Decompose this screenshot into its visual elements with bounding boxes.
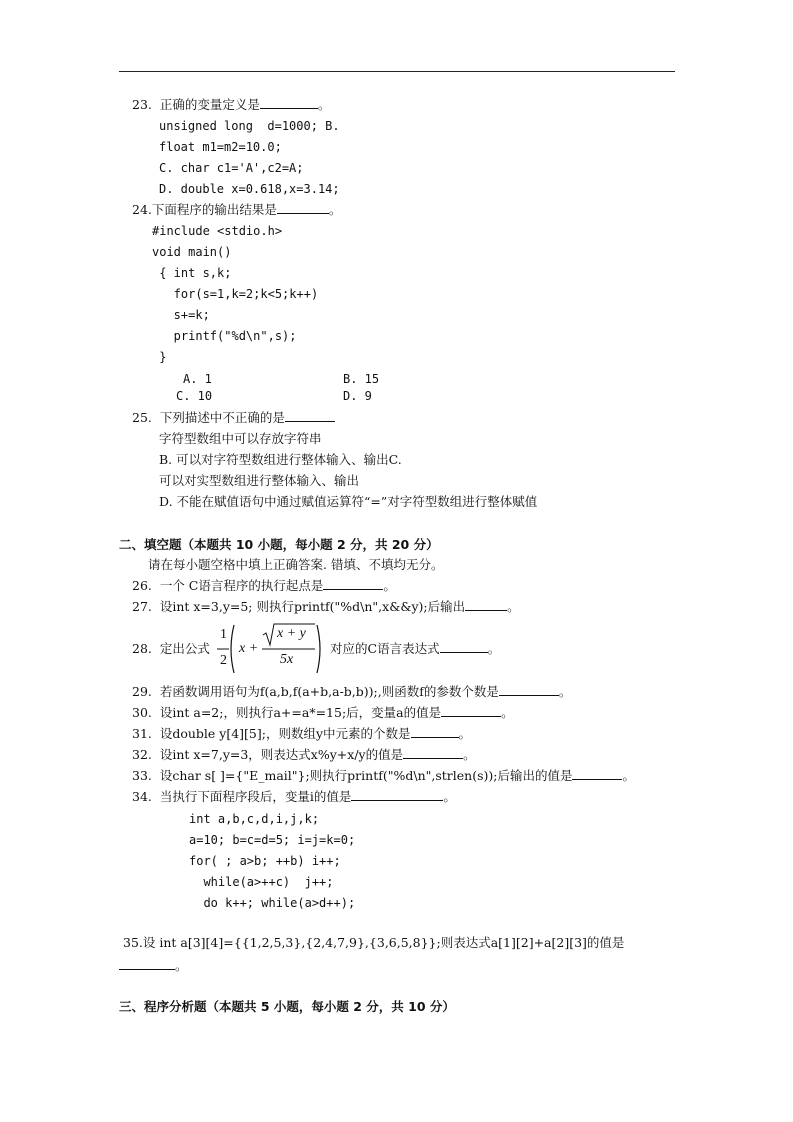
q34-code-line: a=10; b=c=d=5; i=j=k=0; xyxy=(189,833,356,847)
q24-code-line: printf("%d\n",s); xyxy=(152,329,297,343)
q23-option-c: C. char c1='A',c2=A; xyxy=(159,161,304,175)
q29: 29. 若函数调用语句为f(a,b,f(a+b,a-b,b));,则函数f的参数个数是 。 xyxy=(132,684,572,699)
q34-code-line: while(a>++c) j++; xyxy=(189,875,334,889)
q24-option-d: D. 9 xyxy=(343,389,372,403)
q31: 31. 设double y[4][5];，则数组y中元素的个数是 。 xyxy=(132,726,472,741)
q25-option-d: D. 不能在赋值语句中通过赋值运算符“=”对字符型数组进行整体赋值 xyxy=(159,494,538,509)
formula-frac-num: 1 xyxy=(220,627,227,642)
q23-option-a2: float m1=m2=10.0; xyxy=(159,140,282,154)
q24-code-line: #include <stdio.h> xyxy=(152,224,283,238)
q34-code-line: int a,b,c,d,i,j,k; xyxy=(189,812,320,826)
q27: 27. 设int x=3,y=5; 则执行printf("%d\n",x&&y);后输出 。 xyxy=(132,599,520,614)
q34-blank xyxy=(351,789,443,801)
q34-code-line: do k++; while(a>d++); xyxy=(189,896,356,910)
q28-formula xyxy=(217,621,325,677)
q29-blank xyxy=(499,684,559,696)
q28-prefix: 28. 定出公式 xyxy=(132,641,210,656)
q32: 32. 设int x=7,y=3，则表达式x%y+x/y的值是 。 xyxy=(132,747,476,762)
q31-blank xyxy=(411,726,459,738)
q28-suffix: 对应的C语言表达式 。 xyxy=(330,641,501,656)
q28-blank xyxy=(440,641,488,653)
q32-blank xyxy=(403,747,463,759)
q24-code-line: } xyxy=(152,350,167,364)
section2-instruction: 请在每小题空格中填上正确答案. 错填、不填均无分。 xyxy=(148,557,444,572)
q24-stem: 24.下面程序的输出结果是 。 xyxy=(132,202,342,217)
q35-answer-line: 。 xyxy=(119,958,188,974)
q35: 35.设 int a[3][4]={{1,2,5,3},{2,4,7,9},{3,6,5,8}};则表达式a[1][2]+a[2][3]的值是 xyxy=(123,935,625,950)
q33-blank xyxy=(572,768,622,780)
q27-blank xyxy=(465,599,507,611)
q24-option-c: C. 10 xyxy=(176,389,213,403)
q24-code-line: s+=k; xyxy=(152,308,210,322)
formula-den: 5x xyxy=(280,652,294,667)
q24-code-line: { int s,k; xyxy=(152,266,232,280)
q24-code-line: for(s=1,k=2;k<5;k++) xyxy=(152,287,319,301)
q24-blank xyxy=(277,202,329,214)
q25-option-c: 可以对实型数组进行整体输入、输出 xyxy=(159,473,360,488)
q24-code-line: void main() xyxy=(152,245,232,259)
q30-blank xyxy=(441,705,501,717)
formula-strokes xyxy=(217,621,325,677)
section2-title: 二、填空题（本题共 10 小题，每小题 2 分，共 20 分） xyxy=(119,537,439,552)
q25-option-a: 字符型数组中可以存放字符串 xyxy=(159,431,322,446)
q35-blank xyxy=(119,958,175,970)
q23-stem: 23. 正确的变量定义是 。 xyxy=(132,97,331,112)
q23-option-a: unsigned long d=1000; B. xyxy=(159,119,340,133)
q24-option-a: A. 1 xyxy=(183,372,212,386)
formula-frac-den: 2 xyxy=(220,653,227,668)
q34-code-line: for( ; a>b; ++b) i++; xyxy=(189,854,341,868)
formula-sqrt-body: x + y xyxy=(277,626,306,641)
q33: 33. 设char s[ ]={"E_mail"};则执行printf("%d\n",strlen(s));后输出的值是 。 xyxy=(132,768,635,783)
header-rule xyxy=(119,71,675,72)
q24-option-b: B. 15 xyxy=(343,372,380,386)
q23-blank xyxy=(260,97,318,109)
q25-stem: 25. 下列描述中不正确的是 xyxy=(132,410,335,426)
section3-title: 三、程序分析题（本题共 5 小题，每小题 2 分，共 10 分） xyxy=(119,999,455,1014)
q26-blank xyxy=(323,578,383,590)
q34: 34. 当执行下面程序段后，变量i的值是 。 xyxy=(132,789,456,804)
q23-option-d: D. double x=0.618,x=3.14; xyxy=(159,182,340,196)
formula-x-plus: x + xyxy=(239,641,259,656)
q26: 26. 一个 C语言程序的执行起点是 。 xyxy=(132,578,396,593)
q25-blank xyxy=(285,410,335,422)
q25-option-b: B. 可以对字符型数组进行整体输入、输出C. xyxy=(159,452,402,467)
q30: 30. 设int a=2;，则执行a+=a*=15;后，变量a的值是 。 xyxy=(132,705,514,720)
